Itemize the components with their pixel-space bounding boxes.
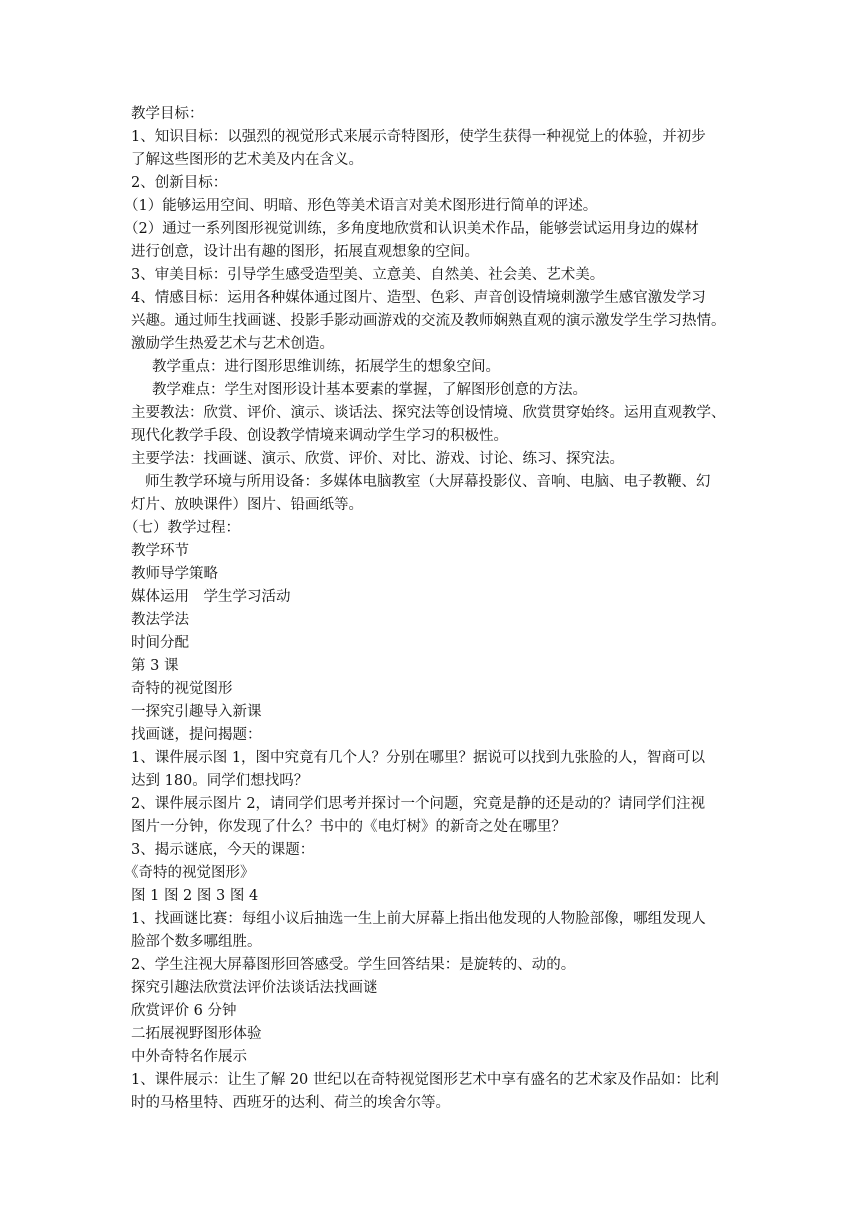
paragraph-line: 现代化教学手段、创设教学情境来调动学生学习的积极性。: [131, 428, 508, 444]
paragraph-line: 一探究引趣导入新课: [131, 704, 262, 720]
paragraph-line: 时的马格里特、西班牙的达利、荷兰的埃舍尔等。: [131, 1095, 450, 1111]
paragraph-line: 教学重点：进行图形思维训练，拓展学生的想象空间。: [152, 359, 500, 375]
paragraph-line: 奇特的视觉图形: [131, 681, 233, 697]
paragraph-line: 图片一分钟，你发现了什么？书中的《电灯树》的新奇之处在哪里？: [131, 819, 566, 835]
paragraph-line: 1、知识目标：以强烈的视觉形式来展示奇特图形，使学生获得一种视觉上的体验，并初步: [131, 129, 706, 145]
paragraph-line: 第 3 课: [131, 658, 179, 674]
paragraph-line: 2、创新目标：: [131, 175, 228, 191]
paragraph-line: 欣赏评价 6 分钟: [131, 1003, 237, 1019]
paragraph-line: 二拓展视野图形体验: [131, 1026, 262, 1042]
paragraph-line: 2、课件展示图片 2，请同学们思考并探讨一个问题，究竟是静的还是动的？请同学们注视: [131, 796, 706, 812]
paragraph-line: （2）通过一系列图形视觉训练，多角度地欣赏和认识美术作品，能够尝试运用身边的媒材: [124, 221, 699, 237]
paragraph-line: 图 1 图 2 图 3 图 4: [131, 888, 259, 904]
paragraph-line: 脸部个数多哪组胜。: [131, 934, 262, 950]
paragraph-line: 教法学法: [131, 612, 189, 628]
paragraph-line: 师生教学环境与所用设备：多媒体电脑教室（大屏幕投影仪、音响、电脑、电子教鞭、幻: [145, 474, 711, 490]
paragraph-line: 激励学生热爱艺术与艺术创造。: [131, 336, 334, 352]
heading-teaching-goals: 教学目标：: [131, 106, 204, 122]
paragraph-line: 教师导学策略: [131, 566, 218, 582]
paragraph-line: 主要学法：找画谜、演示、欣赏、评价、对比、游戏、讨论、练习、探究法。: [131, 451, 624, 467]
paragraph-line: 3、揭示谜底，今天的课题：: [131, 842, 315, 858]
paragraph-line: 1、课件展示图 1，图中究竟有几个人？分别在哪里？据说可以找到九张脸的人，智商可以: [131, 750, 706, 766]
paragraph-line: （1）能够运用空间、明暗、形色等美术语言对美术图形进行简单的评述。: [124, 198, 598, 214]
paragraph-line: 4、情感目标：运用各种媒体通过图片、造型、色彩、声音创设情境刺激学生感官激发学习: [131, 290, 706, 306]
paragraph-line: 1、找画谜比赛：每组小议后抽选一生上前大屏幕上指出他发现的人物脸部像，哪组发现人: [131, 911, 706, 927]
paragraph-line: 灯片、放映课件）图片、铅画纸等。: [131, 497, 363, 513]
paragraph-line: 2、学生注视大屏幕图形回答感受。学生回答结果：是旋转的、动的。: [131, 957, 576, 973]
paragraph-line: 探究引趣法欣赏法评价法谈话法找画谜: [131, 980, 378, 996]
paragraph-line: 中外奇特名作展示: [131, 1049, 247, 1065]
paragraph-line: 媒体运用 学生学习活动: [131, 589, 291, 605]
paragraph-line: 进行创意，设计出有趣的图形，拓展直观想象的空间。: [131, 244, 479, 260]
paragraph-line: 了解这些图形的艺术美及内在含义。: [131, 152, 363, 168]
paragraph-line: 找画谜，提问揭题：: [131, 727, 262, 743]
paragraph-line: 兴趣。通过师生找画谜、投影手影动画游戏的交流及教师娴熟直观的演示激发学生学习热情。: [131, 313, 726, 329]
paragraph-line: 3、审美目标：引导学生感受造型美、立意美、自然美、社会美、艺术美。: [131, 267, 605, 283]
paragraph-line: 达到 180。同学们想找吗？: [131, 773, 309, 789]
paragraph-line: 教学环节: [131, 543, 189, 559]
paragraph-line: 主要教法：欣赏、评价、演示、谈话法、探究法等创设情境、欣赏贯穿始终。运用直观教学、: [131, 405, 726, 421]
paragraph-line: （七）教学过程：: [124, 520, 240, 536]
paragraph-line: 1、课件展示：让生了解 20 世纪以在奇特视觉图形艺术中享有盛名的艺术家及作品如：比利: [131, 1072, 719, 1088]
paragraph-line: 《奇特的视觉图形》: [124, 865, 255, 881]
paragraph-line: 时间分配: [131, 635, 189, 651]
paragraph-line: 教学难点：学生对图形设计基本要素的掌握，了解图形创意的方法。: [152, 382, 587, 398]
